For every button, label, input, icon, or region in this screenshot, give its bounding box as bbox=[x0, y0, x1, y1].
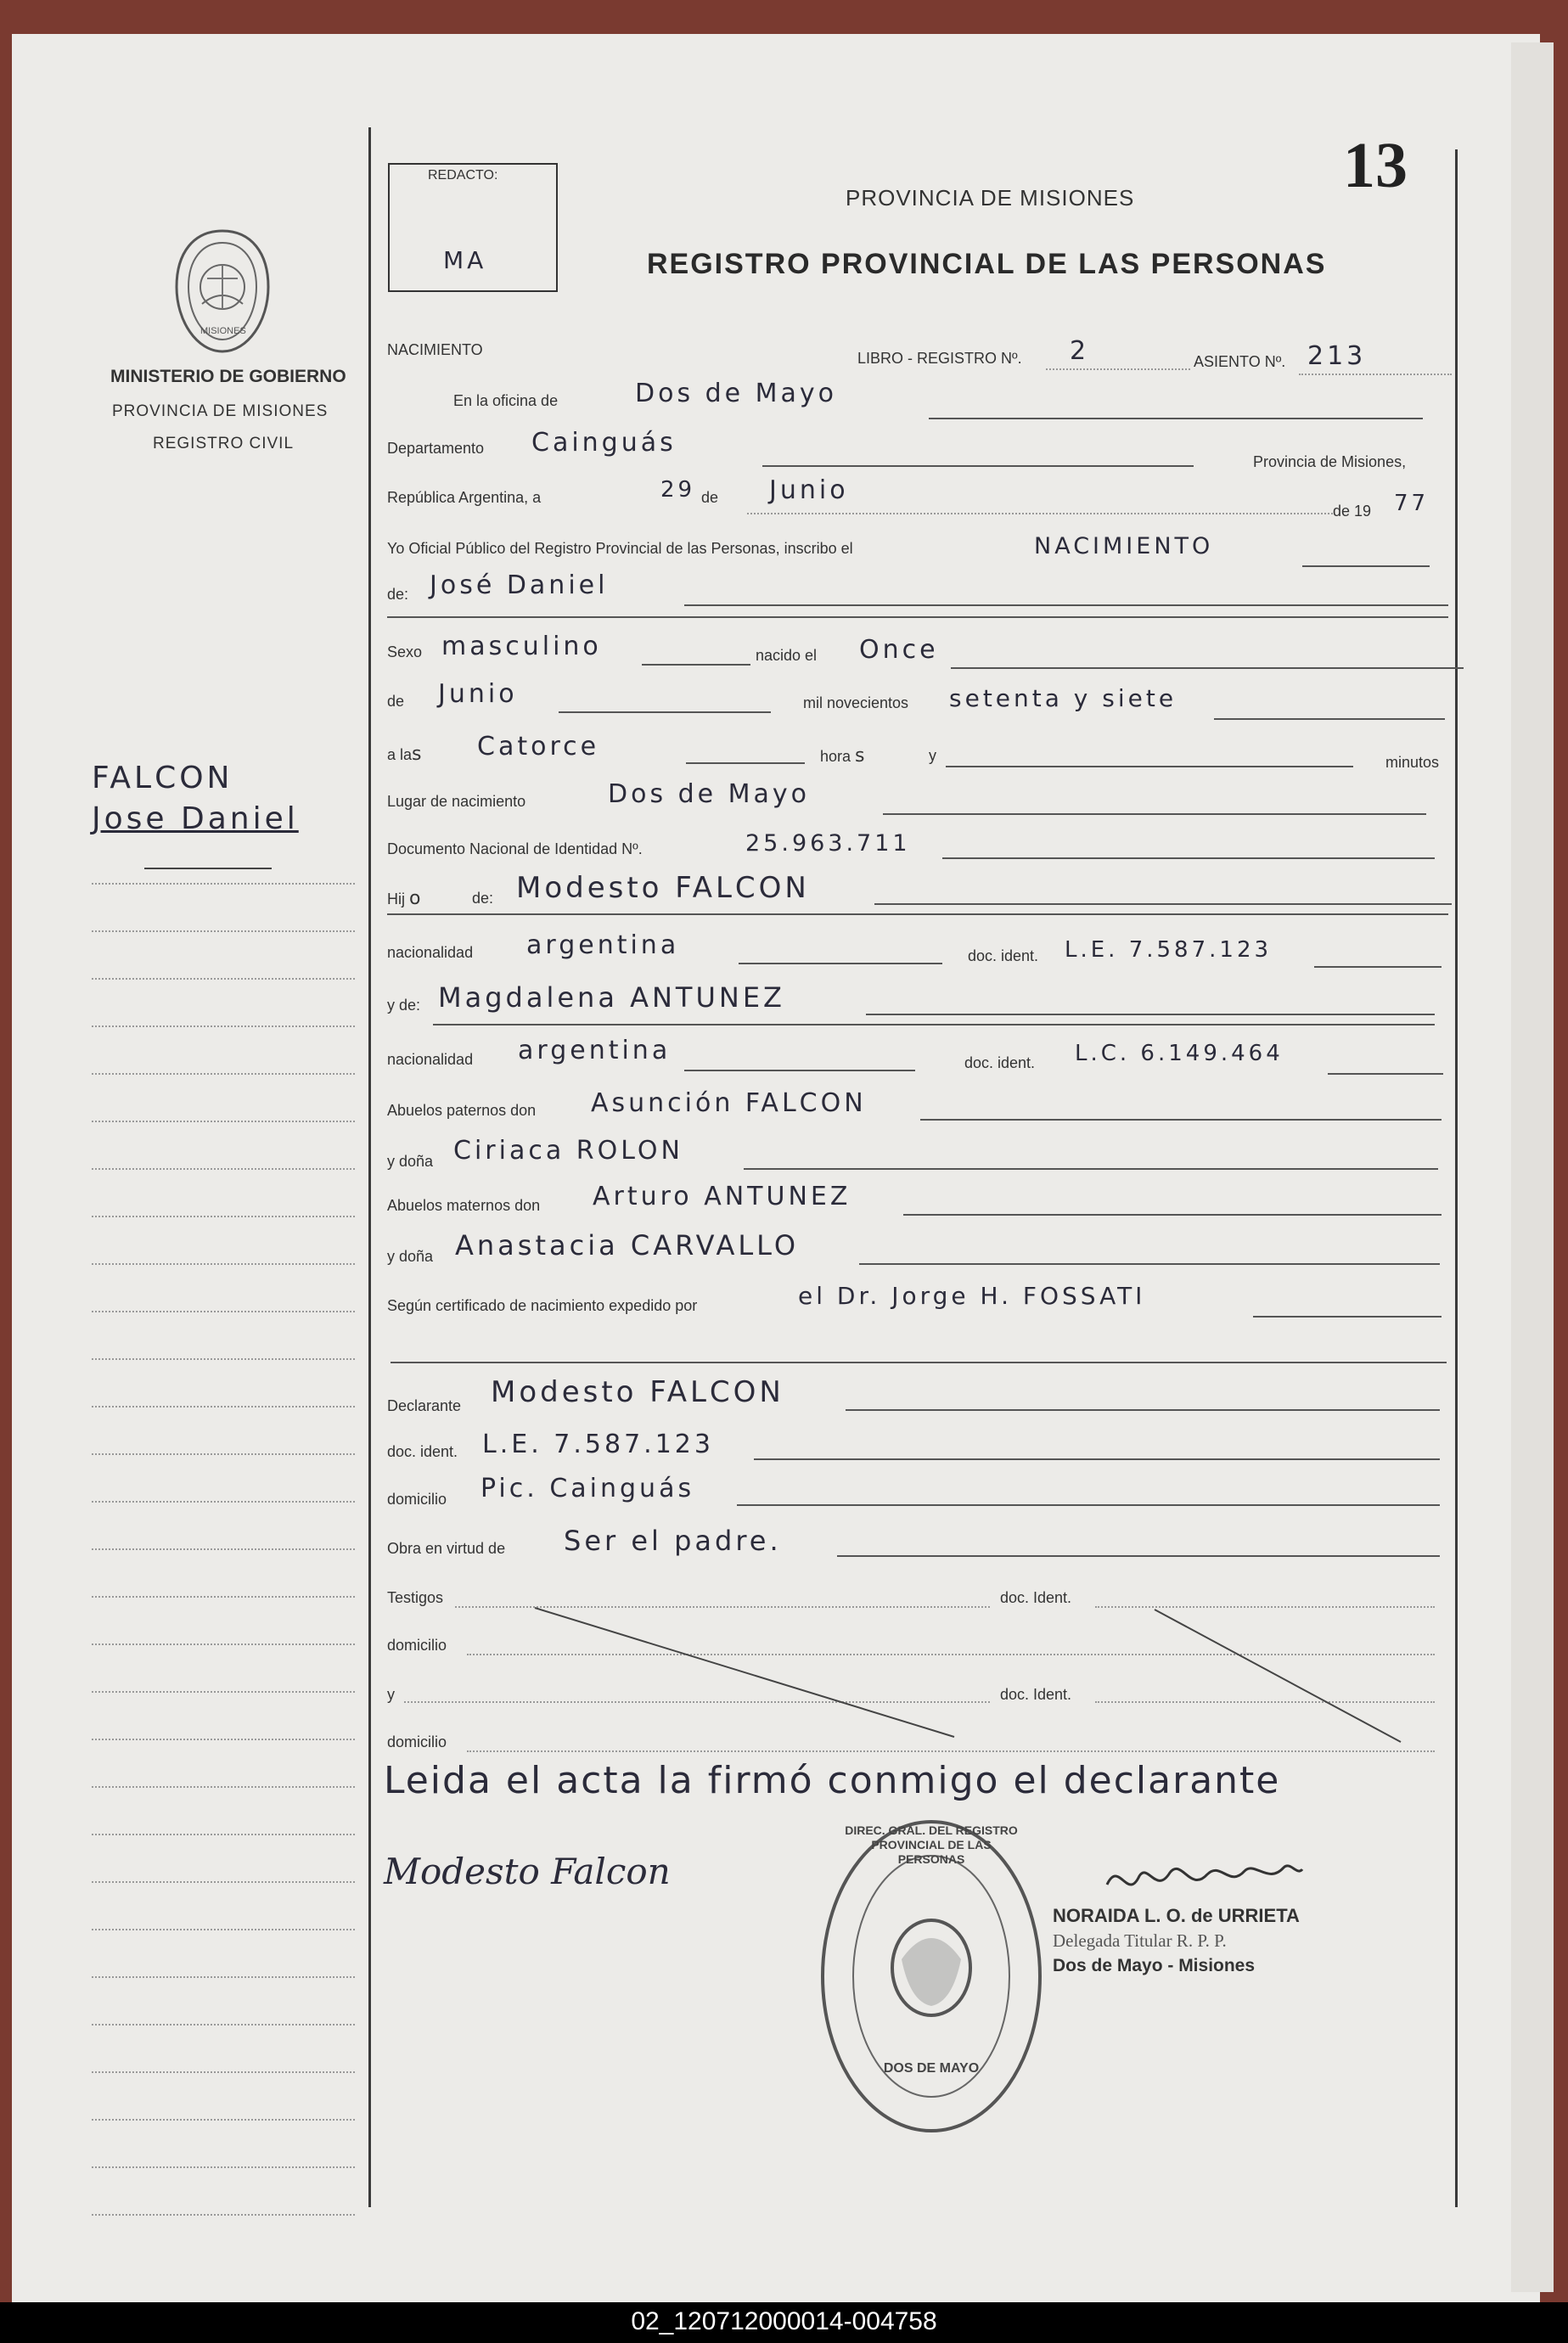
madre-doc-value: L.C. 6.149.464 bbox=[1075, 1041, 1284, 1066]
margin-names: Jose Daniel bbox=[92, 801, 299, 836]
footer-bar bbox=[0, 2302, 1568, 2343]
page-number: 13 bbox=[1343, 130, 1408, 201]
horas-text: hora bbox=[820, 748, 851, 765]
abuela-pat-label: y doña bbox=[387, 1153, 434, 1170]
sexo-value: masculino bbox=[441, 632, 602, 661]
abuela-mat-value: Anastacia CARVALLO bbox=[455, 1229, 800, 1261]
ministry-title: MINISTERIO DE GOBIERNO bbox=[110, 367, 346, 386]
official-signature-icon bbox=[1102, 1851, 1306, 1910]
hijo-de-label: de: bbox=[472, 890, 494, 907]
nacido-value: Once bbox=[859, 635, 939, 665]
abuelo-pat-value: Asunción FALCON bbox=[591, 1088, 867, 1118]
certificado-label: Según certificado de nacimiento expedido por bbox=[387, 1297, 698, 1314]
horas-suffix: s bbox=[855, 745, 865, 767]
hijo-text: Hij bbox=[387, 891, 405, 907]
dia-value: 29 bbox=[660, 477, 696, 503]
de-nombre-label: de: bbox=[387, 586, 409, 603]
test-dom-label: domicilio bbox=[387, 1637, 447, 1654]
y2-label: y bbox=[387, 1686, 395, 1703]
oficina-label: En la oficina de bbox=[453, 392, 559, 409]
nombre-value: José Daniel bbox=[430, 570, 609, 600]
hora-value: Catorce bbox=[477, 732, 600, 761]
madre-nac-label: nacionalidad bbox=[387, 1051, 474, 1068]
official-role: Delegada Titular R. P. P. bbox=[1053, 1930, 1227, 1951]
minutos-label: minutos bbox=[1385, 754, 1440, 771]
test-doc2-label: doc. Ident. bbox=[1000, 1686, 1072, 1703]
official-place: Dos de Mayo - Misiones bbox=[1053, 1956, 1256, 1975]
redacto-initials: MA bbox=[443, 246, 487, 274]
stamp-bottom-text: DOS DE MAYO bbox=[883, 2061, 980, 2076]
libro-label: LIBRO - REGISTRO Nº. bbox=[857, 350, 1022, 367]
lugar-label: Lugar de nacimiento bbox=[387, 793, 526, 810]
declarant-signature: Modesto Falcon bbox=[384, 1851, 671, 1892]
madre-label: y de: bbox=[387, 997, 421, 1014]
stamp-ring-text: DIREC. GRAL. DEL REGISTRO PROVINCIAL DE LAS PERSONAS bbox=[845, 1823, 1018, 1866]
republica-label: República Argentina, a bbox=[387, 489, 542, 506]
test-dom2-label: domicilio bbox=[387, 1733, 447, 1750]
obra-label: Obra en virtud de bbox=[387, 1540, 506, 1557]
declarante-value: Modesto FALCON bbox=[491, 1375, 784, 1409]
nac-anio-value: setenta y siete bbox=[949, 684, 1177, 712]
dni-value: 25.963.711 bbox=[745, 830, 911, 857]
nacimiento-label: NACIMIENTO bbox=[387, 341, 483, 358]
leida-text: Leida el acta la firmó conmigo el declarante bbox=[384, 1759, 1281, 1802]
departamento-label: Departamento bbox=[387, 440, 485, 457]
redacto-label: REDACTO: bbox=[428, 168, 498, 183]
declarante-label: Declarante bbox=[387, 1397, 462, 1414]
abuelos-pat-label: Abuelos paternos don bbox=[387, 1102, 537, 1119]
padre-nac-label: nacionalidad bbox=[387, 944, 474, 961]
registry-stamp bbox=[817, 1815, 1046, 2138]
y-label: y bbox=[929, 747, 936, 764]
certificado-value: el Dr. Jorge H. FOSSATI bbox=[798, 1282, 1146, 1310]
nacido-label: nacido el bbox=[756, 647, 818, 664]
footer-code: 02_120712000014-004758 bbox=[631, 2307, 937, 2335]
madre-nac-value: argentina bbox=[518, 1036, 672, 1065]
decl-doc-value: L.E. 7.587.123 bbox=[482, 1430, 714, 1459]
ministry-province: PROVINCIA DE MISIONES bbox=[112, 402, 329, 420]
libro-value: 2 bbox=[1070, 336, 1090, 366]
oficina-value: Dos de Mayo bbox=[635, 379, 838, 408]
test-doc-label: doc. Ident. bbox=[1000, 1589, 1072, 1606]
domicilio-label: domicilio bbox=[387, 1491, 447, 1508]
abuelo-mat-value: Arturo ANTUNEZ bbox=[593, 1182, 851, 1211]
de2-label: de bbox=[387, 693, 405, 710]
oficial-text: Yo Oficial Público del Registro Provincial de las Personas, inscribo el bbox=[387, 540, 853, 557]
padre-doc-value: L.E. 7.587.123 bbox=[1065, 937, 1273, 963]
asiento-label: ASIENTO Nº. bbox=[1194, 353, 1286, 370]
dni-label: Documento Nacional de Identidad Nº. bbox=[387, 840, 643, 857]
margin-surname: FALCON bbox=[92, 761, 233, 795]
padre-doc-label: doc. ident. bbox=[968, 947, 1039, 964]
sexo-label: Sexo bbox=[387, 643, 423, 660]
madre-value: Magdalena ANTUNEZ bbox=[438, 981, 785, 1014]
anio-value: 77 bbox=[1394, 491, 1430, 516]
padre-value: Modesto FALCON bbox=[516, 871, 810, 905]
abuela-pat-value: Ciriaca ROLON bbox=[453, 1136, 683, 1166]
decl-doc-label: doc. ident. bbox=[387, 1443, 458, 1460]
crest-text: MISIONES bbox=[200, 326, 246, 336]
form-title: REGISTRO PROVINCIAL DE LAS PERSONAS bbox=[647, 248, 1327, 280]
nac-mes-value: Junio bbox=[438, 679, 518, 709]
de-label: de bbox=[701, 489, 719, 506]
domicilio-value: Pic. Cainguás bbox=[481, 1474, 695, 1503]
hijo-suffix: o bbox=[409, 888, 421, 909]
ministry-registry: REGISTRO CIVIL bbox=[153, 435, 295, 452]
departamento-value: Cainguás bbox=[531, 428, 677, 458]
inscribo-value: NACIMIENTO bbox=[1034, 533, 1214, 559]
obra-value: Ser el padre. bbox=[564, 1525, 782, 1557]
asiento-value: 213 bbox=[1307, 341, 1367, 371]
abuelos-mat-label: Abuelos maternos don bbox=[387, 1197, 541, 1214]
madre-doc-label: doc. ident. bbox=[964, 1054, 1036, 1071]
header-province: PROVINCIA DE MISIONES bbox=[846, 185, 1135, 211]
mes-value: Junio bbox=[769, 475, 849, 505]
alas-text: a la bbox=[387, 746, 413, 763]
abuela-mat-label: y doña bbox=[387, 1248, 434, 1265]
padre-nac-value: argentina bbox=[526, 930, 680, 960]
testigos-label: Testigos bbox=[387, 1589, 444, 1606]
lugar-value: Dos de Mayo bbox=[608, 779, 811, 809]
alas-suffix: s bbox=[412, 744, 422, 765]
mil-label: mil novecientos bbox=[803, 694, 909, 711]
official-name: NORAIDA L. O. de URRIETA bbox=[1053, 1905, 1300, 1926]
provincia-label: Provincia de Misiones, bbox=[1253, 453, 1407, 470]
de19-label: de 19 bbox=[1333, 503, 1372, 520]
